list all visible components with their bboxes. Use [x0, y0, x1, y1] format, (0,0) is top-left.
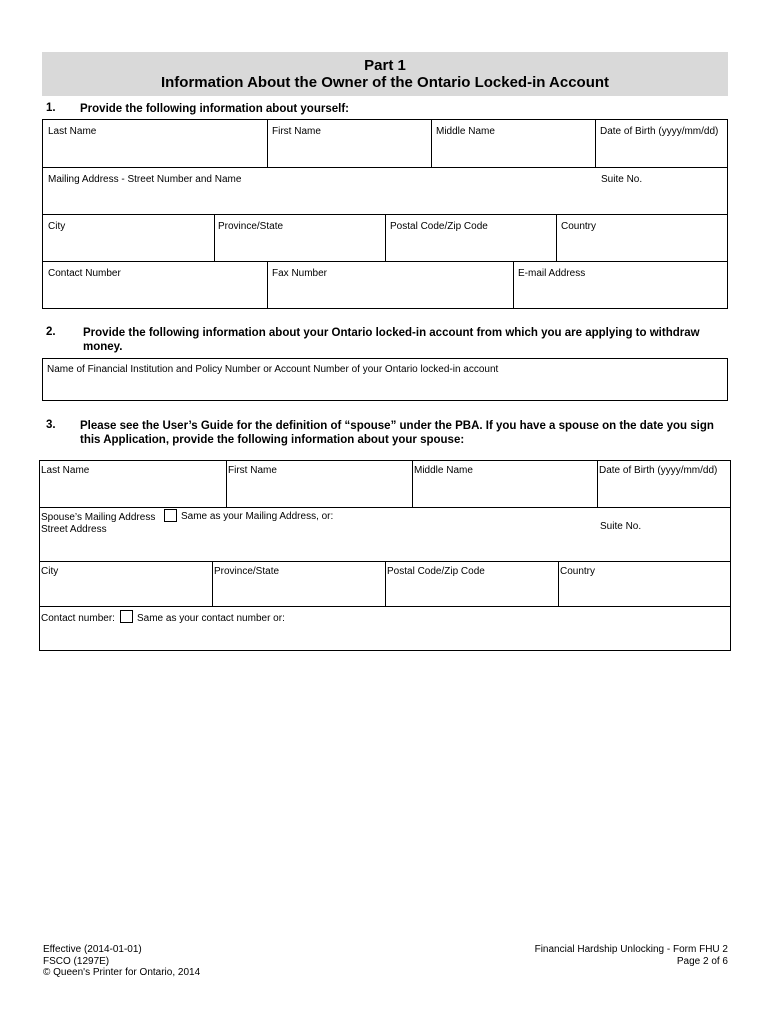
footer-page-number: Page 2 of 6 — [676, 955, 728, 967]
owner-city-field[interactable] — [43, 215, 214, 261]
owner-info-table — [42, 119, 728, 309]
section1-title: Provide the following information about yourself: — [80, 103, 349, 115]
owner-province-label: Province/State — [218, 221, 284, 232]
same-address-checkbox[interactable] — [164, 509, 177, 522]
owner-country-field[interactable] — [557, 215, 727, 261]
section2-title-line2: money. — [83, 341, 123, 353]
owner-postal-label: Postal Code/Zip Code — [390, 221, 488, 232]
owner-fax-label: Fax Number — [272, 268, 328, 279]
owner-email-label: E-mail Address — [518, 268, 586, 279]
spouse-suite-label: Suite No. — [600, 521, 642, 532]
spouse-province-field[interactable] — [213, 562, 385, 606]
spouse-postal-label: Postal Code/Zip Code — [387, 566, 485, 577]
spouse-contact-label: Contact number: — [41, 613, 115, 624]
section1-number: 1. — [46, 102, 56, 114]
owner-first-name-label: First Name — [272, 126, 321, 137]
owner-contact-field[interactable] — [43, 262, 267, 309]
account-info-field[interactable] — [42, 358, 728, 401]
spouse-middle-name-label: Middle Name — [414, 465, 473, 476]
spouse-postal-field[interactable] — [386, 562, 558, 606]
owner-contact-label: Contact Number — [48, 268, 121, 279]
owner-suite-label: Suite No. — [601, 174, 643, 185]
owner-mailing-address-field[interactable] — [43, 168, 593, 214]
footer-right — [535, 944, 728, 967]
owner-dob-label: Date of Birth (yyyy/mm/dd) — [600, 126, 719, 137]
footer-effective: Effective (2014-01-01) — [43, 944, 142, 955]
owner-last-name-label: Last Name — [48, 126, 97, 137]
same-contact-label: Same as your contact number or: — [137, 613, 285, 624]
owner-mailing-address-label: Mailing Address - Street Number and Name — [48, 174, 242, 185]
spouse-city-label: City — [41, 566, 59, 577]
owner-province-field[interactable] — [215, 215, 385, 261]
same-address-label: Same as your Mailing Address, or: — [181, 511, 334, 522]
spouse-info-table — [39, 460, 731, 651]
section3-number: 3. — [46, 419, 56, 431]
owner-last-name-field[interactable] — [43, 120, 267, 167]
footer-form-name: Financial Hardship Unlocking - Form FHU 2 — [534, 944, 728, 955]
footer-copyright: © Queen's Printer for Ontario, 2014 — [43, 967, 201, 978]
spouse-dob-label: Date of Birth (yyyy/mm/dd) — [599, 465, 718, 476]
spouse-middle-name-field[interactable] — [413, 461, 597, 507]
section3-title-line2: this Application, provide the following information about your spouse: — [80, 434, 465, 446]
owner-middle-name-field[interactable] — [432, 120, 595, 167]
spouse-city-field[interactable] — [40, 562, 212, 606]
spouse-province-label: Province/State — [214, 566, 280, 577]
section2-title-line1: Provide the following information about your Ontario locked-in account from which you are applying to withdraw — [83, 327, 700, 339]
owner-fax-field[interactable] — [268, 262, 513, 309]
section3-title-line1: Please see the User’s Guide for the definition of “spouse” under the PBA. If you have a spouse on the date you sign — [80, 420, 714, 432]
owner-middle-name-label: Middle Name — [436, 126, 495, 137]
spouse-country-field[interactable] — [559, 562, 730, 606]
part-subtitle: Information About the Owner of the Ontario Locked-in Account — [160, 74, 610, 91]
same-contact-checkbox[interactable] — [120, 610, 133, 623]
spouse-street-address-label: Street Address — [41, 524, 107, 535]
spouse-dob-field[interactable] — [598, 461, 730, 507]
part-title: Part 1 — [364, 57, 406, 74]
owner-city-label: City — [48, 221, 66, 232]
footer-left — [43, 944, 200, 979]
spouse-first-name-label: First Name — [228, 465, 277, 476]
account-info-label: Name of Financial Institution and Policy Number or Account Number of your Ontario locked-in account — [47, 364, 499, 375]
owner-country-label: Country — [561, 221, 597, 232]
spouse-first-name-field[interactable] — [227, 461, 412, 507]
spouse-last-name-field[interactable] — [40, 461, 226, 507]
owner-suite-field[interactable] — [593, 168, 727, 214]
owner-dob-field[interactable] — [596, 120, 727, 167]
section2-number: 2. — [46, 326, 56, 338]
spouse-suite-field[interactable] — [590, 508, 730, 561]
owner-postal-field[interactable] — [386, 215, 556, 261]
owner-first-name-field[interactable] — [268, 120, 431, 167]
spouse-country-label: Country — [560, 566, 596, 577]
footer-fsco: FSCO (1297E) — [43, 955, 110, 967]
spouse-address-label: Spouse’s Mailing Address — [41, 512, 156, 523]
spouse-last-name-label: Last Name — [41, 465, 90, 476]
owner-email-field[interactable] — [514, 262, 727, 309]
